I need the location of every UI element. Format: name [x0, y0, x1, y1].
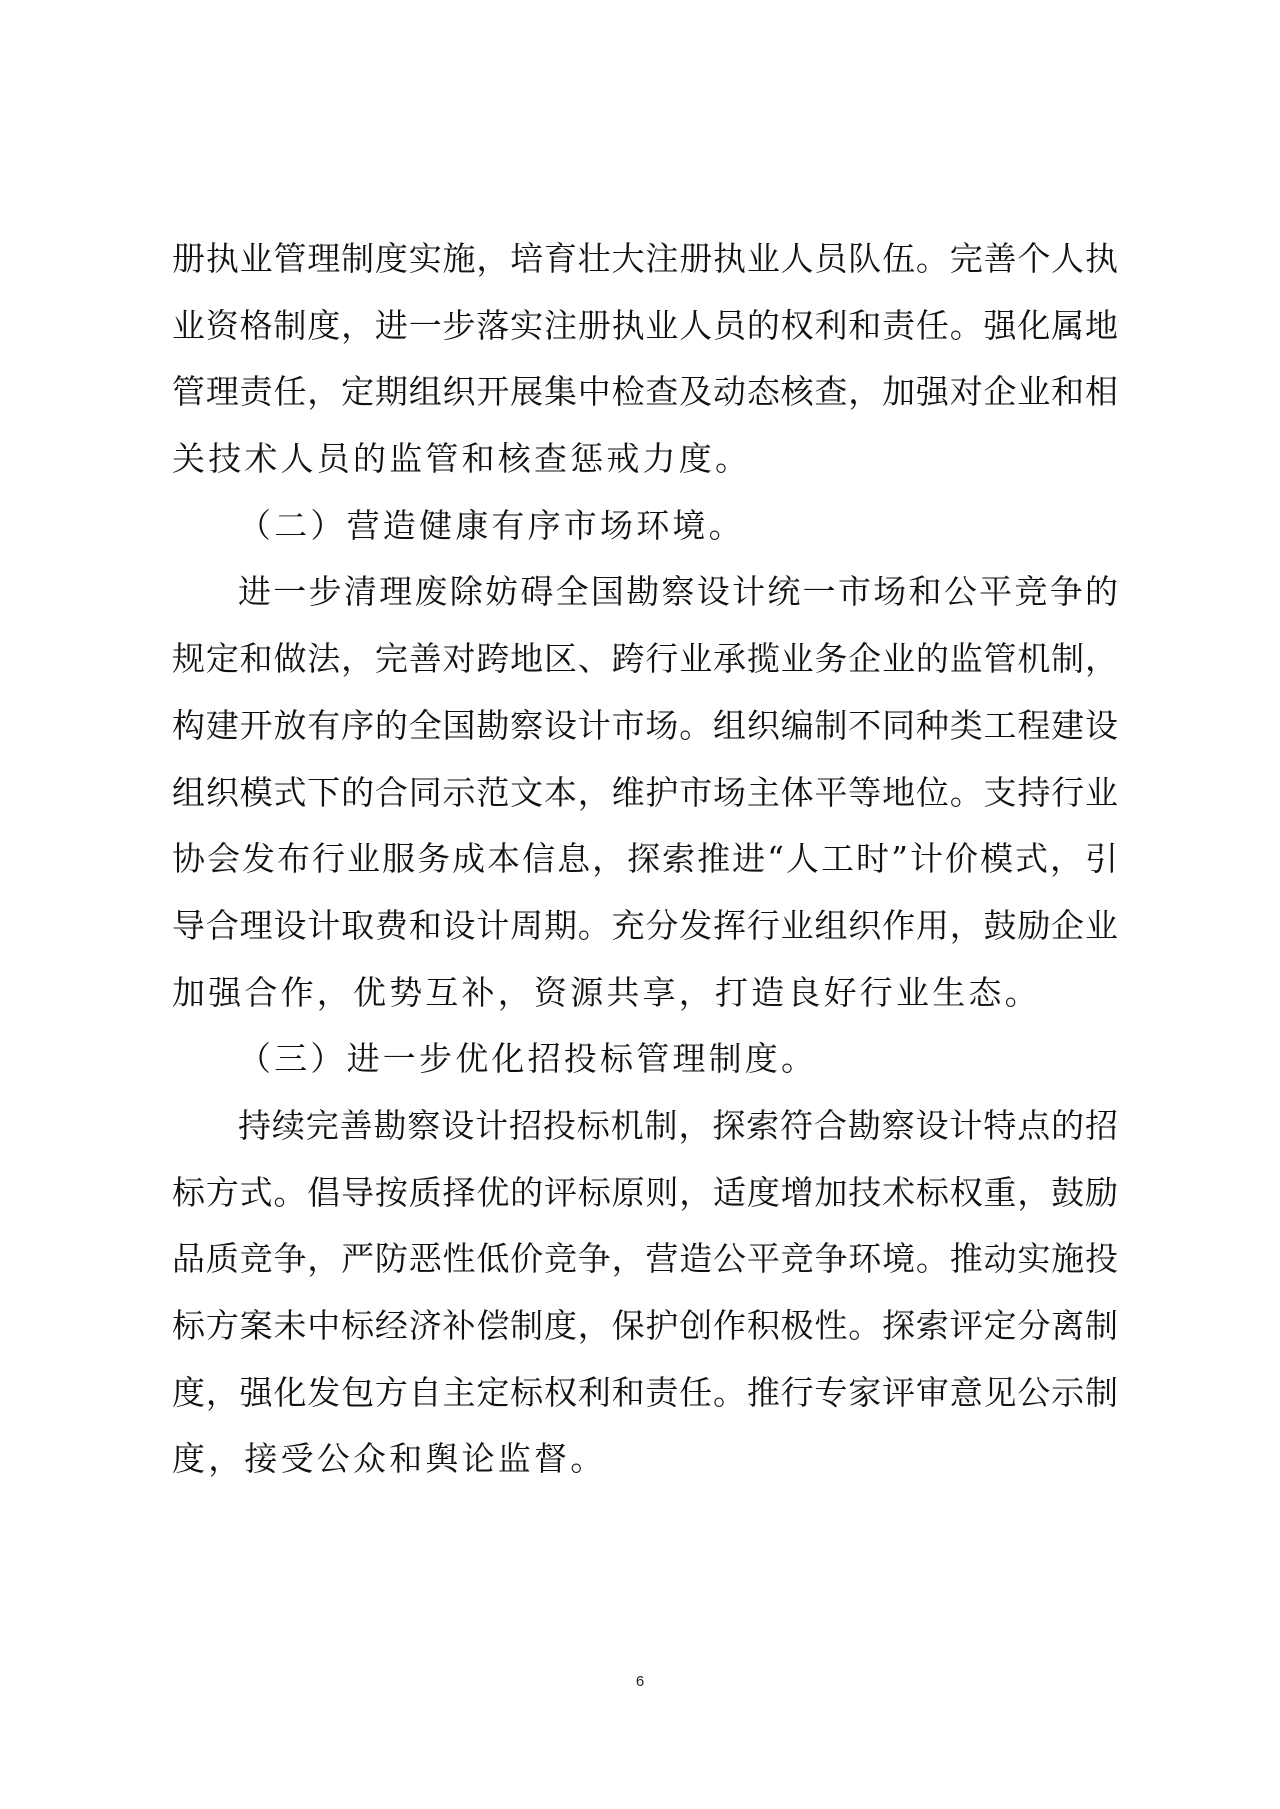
- text-line: 管理责任，定期组织开展集中检查及动态核查，加强对企业和相: [172, 372, 1118, 412]
- text-line: 持续完善勘察设计招投标机制，探索符合勘察设计特点的招: [238, 1105, 1118, 1145]
- text-line: 组织模式下的合同示范文本，维护市场主体平等地位。支持行业: [172, 772, 1118, 812]
- page-number: 6: [635, 1673, 645, 1690]
- text-line: 协会发布行业服务成本信息，探索推进“人工时”计价模式，引: [172, 839, 1118, 879]
- text-line: 标方案未中标经济补偿制度，保护创作积极性。探索评定分离制: [172, 1306, 1118, 1345]
- paragraph-registration-management: [172, 226, 1118, 493]
- text-line: 业资格制度，进一步落实注册执业人员的权利和责任。强化属地: [172, 305, 1118, 345]
- paragraph-bidding-system: [172, 1093, 1118, 1493]
- text-line: 规定和做法，完善对跨地区、跨行业承揽业务企业的监管机制，: [172, 639, 1118, 679]
- text-line: 导合理设计取费和设计周期。充分发挥行业组织作用，鼓励企业: [172, 905, 1118, 945]
- text-line: 进一步清理废除妨碍全国勘察设计统一市场和公平竞争的: [238, 572, 1118, 612]
- text-line: 册执业管理制度实施，培育壮大注册执业人员队伍。完善个人执: [172, 239, 1118, 278]
- document-body: [172, 226, 1118, 1493]
- section-heading-market-environment: （二）营造健康有序市场环境。: [238, 505, 745, 545]
- text-line: 关技术人员的监管和核查惩戒力度。: [172, 439, 752, 479]
- section-heading-bidding-system: （三）进一步优化招投标管理制度。: [238, 1039, 818, 1079]
- text-line: 标方式。倡导按质择优的评标原则，适度增加技术标权重，鼓励: [172, 1172, 1118, 1212]
- text-line: 度，强化发包方自主定标权利和责任。推行专家评审意见公示制: [172, 1372, 1118, 1412]
- text-line: 品质竞争，严防恶性低价竞争，营造公平竞争环境。推动实施投: [172, 1239, 1118, 1279]
- text-line: 度，接受公众和舆论监督。: [172, 1439, 607, 1479]
- text-line: 构建开放有序的全国勘察设计市场。组织编制不同种类工程建设: [172, 705, 1118, 745]
- text-line: 加强合作，优势互补，资源共享，打造良好行业生态。: [172, 972, 1041, 1012]
- paragraph-market-environment: [172, 559, 1118, 1026]
